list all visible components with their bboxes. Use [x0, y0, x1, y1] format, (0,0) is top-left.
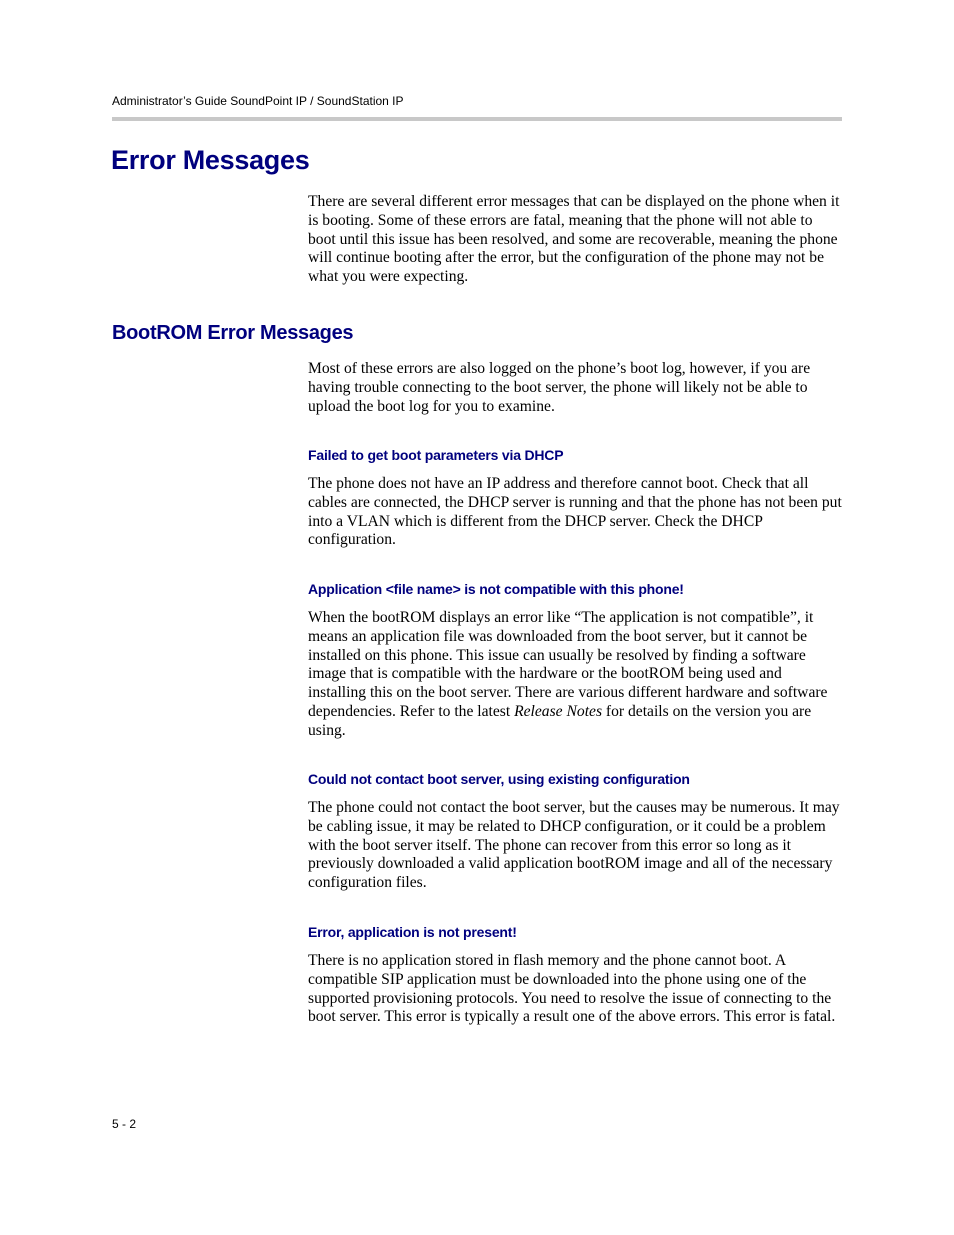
section-intro: There are several different error messages that can be displayed on the phone when it is booting. Some of these errors are fatal, meaning that the phone will not able to boot until this issue has been resolved, and some are recoverable, meaning the phone will continue booting after the error, but the configuration of the phone may not be what you were expecting. — [308, 193, 840, 286]
subsection-title: BootROM Error Messages — [112, 322, 354, 344]
error-heading-not-compatible: Application <file name> is not compatible with this phone! — [308, 581, 684, 597]
error-heading-not-present: Error, application is not present! — [308, 924, 517, 940]
error-body-not-present: There is no application stored in flash memory and the phone cannot boot. A compatible SIP application must be downloaded into the phone using one of the supported provisioning protocols. You need to resolve the issue of connecting to the boot server. This error is typically a result one of the above errors. This error is fatal. — [308, 952, 836, 1026]
error-body-boot-server: The phone could not contact the boot server, but the causes may be numerous. It may be cabling issue, it may be related to DHCP configuration, or it could be a problem with the boot server itself. The phone can recover from this error so long as it previously downloaded a valid application bootROM image and all of the necessary configuration files. — [308, 799, 840, 892]
release-notes-reference: Release Notes — [514, 702, 603, 720]
error-heading-dhcp: Failed to get boot parameters via DHCP — [308, 447, 564, 463]
page-number: 5 - 2 — [112, 1117, 137, 1131]
error-heading-boot-server: Could not contact boot server, using existing configuration — [308, 771, 690, 787]
header-rule — [112, 117, 842, 121]
error-body-dhcp: The phone does not have an IP address and therefore cannot boot. Check that all cables are connected, the DHCP server is running and that the phone has not been put into a VLAN which is different from the DHCP server. Check the DHCP configuration. — [308, 475, 842, 549]
section-title: Error Messages — [111, 145, 310, 175]
subsection-intro: Most of these errors are also logged on the phone’s boot log, however, if you are having trouble connecting to the boot server, the phone will likely not be able to upload the boot log for you to examine. — [308, 360, 811, 415]
error-body-not-compatible-text: When the bootROM displays an error like “The application is not compatible”, it means an application file was downloaded from the boot server, but it cannot be installed on this phone. This issue can usually be resolved by finding a software image that is compatible with the hardware or the bootROM being used and installing this on the boot server. There are various different hardware and software dependencies. Refer to the latest — [308, 609, 828, 720]
error-body-not-compatible — [308, 609, 842, 741]
error-body-not-compatible-tail: for details on the version you are using. — [308, 702, 812, 739]
running-header: Administrator’s Guide SoundPoint IP / SoundStation IP — [112, 94, 404, 108]
